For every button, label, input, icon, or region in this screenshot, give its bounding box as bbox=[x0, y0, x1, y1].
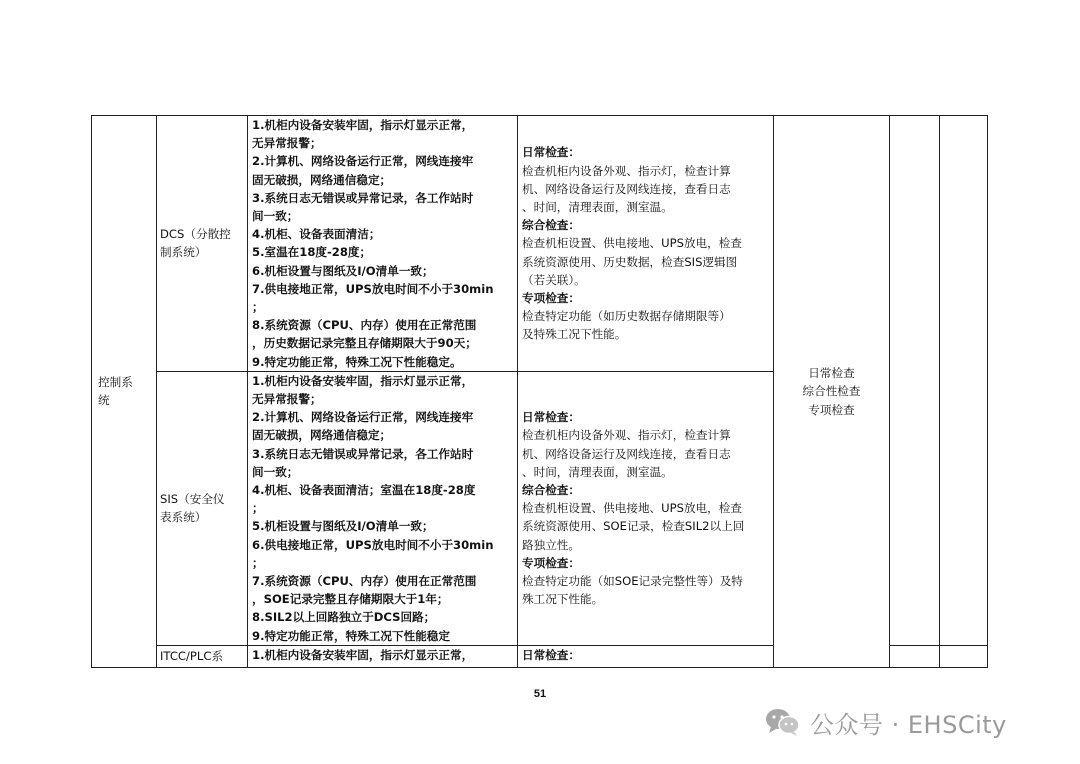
method-line: 机、网络设备运行及网线连接，查看日志 bbox=[522, 181, 731, 196]
requirement-line: ； bbox=[252, 300, 264, 315]
method-line: 系统资源使用、SOE记录，检查SIL2以上回 bbox=[522, 519, 745, 534]
method-line: 检查机柜内设备外观、指示灯，检查计算 bbox=[522, 428, 731, 443]
blank-cell bbox=[940, 645, 988, 667]
requirement-line: 1.机柜内设备安装牢固，指示灯显示正常， bbox=[252, 118, 474, 132]
watermark-text: 公众号 · EHSCity bbox=[810, 710, 1007, 739]
requirement-line: 无异常报警； bbox=[252, 392, 322, 407]
system-name-cell: SIS（安全仪 表系统） bbox=[157, 371, 248, 645]
method-line: （若关联）。 bbox=[522, 272, 586, 287]
requirement-line: ； bbox=[252, 501, 264, 516]
method-heading: 综合检查： bbox=[522, 218, 580, 233]
method-line: 、时间，清理表面，测室温。 bbox=[522, 464, 673, 479]
page-number: 51 bbox=[533, 688, 547, 700]
requirement-line: 7.供电接地正常，UPS放电时间不小于30min bbox=[252, 281, 494, 296]
blank-cell bbox=[890, 116, 940, 646]
requirement-line: 6.供电接地正常，UPS放电时间不小于30min bbox=[252, 537, 494, 552]
category-label: 控制系统 bbox=[98, 375, 133, 408]
method-heading: 专项检查： bbox=[522, 555, 580, 570]
method-line: 路独立性。 bbox=[522, 537, 580, 552]
requirements-cell bbox=[248, 645, 518, 667]
requirement-line: 8.SIL2以上回路独立于DCS回路； bbox=[252, 610, 436, 625]
category-cell bbox=[92, 116, 157, 668]
method-line: 机、网络设备运行及网线连接，查看日志 bbox=[522, 446, 731, 461]
requirement-line: 8.系统资源（CPU、内存）使用在正常范围 bbox=[252, 318, 477, 333]
requirement-line: 4.机柜、设备表面清洁； bbox=[252, 227, 381, 242]
requirement-line: 1.机柜内设备安装牢固，指示灯显示正常， bbox=[252, 647, 474, 662]
blank-cell bbox=[940, 116, 988, 646]
requirement-line: 间一致； bbox=[252, 209, 299, 224]
method-line: 、时间，清理表面，测室温。 bbox=[522, 199, 673, 214]
requirement-line: 固无破损，网络通信稳定； bbox=[252, 428, 392, 443]
check-type-cell: 日常检查 综合性检查 专项检查 bbox=[774, 116, 890, 668]
method-line: 系统资源使用、历史数据，检查SIS逻辑图 bbox=[522, 254, 738, 269]
check-methods-cell bbox=[518, 645, 774, 667]
requirements-cell bbox=[248, 116, 518, 372]
method-heading: 综合检查： bbox=[522, 483, 580, 498]
requirement-line: 间一致； bbox=[252, 464, 299, 479]
requirement-line: 5.室温在18度-28度； bbox=[252, 245, 372, 260]
method-heading: 日常检查： bbox=[522, 410, 580, 425]
requirements-cell bbox=[248, 371, 518, 645]
system-name-cell: ITCC/PLC系 bbox=[157, 645, 248, 667]
method-line: 检查机柜设置、供电接地、UPS放电，检查 bbox=[522, 236, 742, 251]
requirement-line: 3.系统日志无错误或异常记录，各工作站时 bbox=[252, 446, 474, 461]
method-line: 及特殊工况下性能。 bbox=[522, 327, 627, 342]
requirement-line: ； bbox=[252, 555, 264, 570]
requirement-line: 2.计算机、网络设备运行正常，网线连接牢 bbox=[252, 154, 474, 169]
requirement-line: ，历史数据记录完整且存储期限大于90天； bbox=[252, 336, 477, 351]
method-heading: 日常检查： bbox=[522, 647, 580, 662]
requirement-line: 9.特定功能正常，特殊工况下性能稳定。 bbox=[252, 354, 462, 369]
blank-cell bbox=[890, 645, 940, 667]
requirement-line: ，SOE记录完整且存储期限大于1年； bbox=[252, 592, 449, 607]
watermark bbox=[764, 702, 1007, 742]
system-name-cell: DCS（分散控 制系统） bbox=[157, 116, 248, 372]
requirement-line: 固无破损，网络通信稳定； bbox=[252, 172, 392, 187]
method-line: 殊工况下性能。 bbox=[522, 592, 604, 607]
table-row bbox=[92, 116, 988, 372]
method-line: 检查机柜设置、供电接地、UPS放电，检查 bbox=[522, 501, 742, 516]
requirement-line: 7.系统资源（CPU、内存）使用在正常范围 bbox=[252, 574, 477, 589]
requirement-line: 2.计算机、网络设备运行正常，网线连接牢 bbox=[252, 410, 474, 425]
method-line: 检查机柜内设备外观、指示灯，检查计算 bbox=[522, 163, 731, 178]
check-methods-cell bbox=[518, 116, 774, 372]
inspection-table bbox=[91, 115, 988, 668]
requirement-line: 3.系统日志无错误或异常记录，各工作站时 bbox=[252, 190, 474, 205]
requirement-line: 9.特定功能正常，特殊工况下性能稳定 bbox=[252, 628, 450, 643]
method-line: 检查特定功能（如历史数据存储期限等） bbox=[522, 309, 731, 324]
check-methods-cell bbox=[518, 371, 774, 645]
requirement-line: 6.机柜设置与图纸及I/O清单一致； bbox=[252, 263, 434, 278]
wechat-icon bbox=[764, 706, 802, 738]
requirement-line: 1.机柜内设备安装牢固，指示灯显示正常， bbox=[252, 373, 474, 388]
requirement-line: 5.机柜设置与图纸及I/O清单一致； bbox=[252, 519, 434, 534]
method-line: 检查特定功能（如SOE记录完整性等）及特 bbox=[522, 574, 743, 589]
method-heading: 专项检查： bbox=[522, 290, 580, 305]
requirement-line: 无异常报警； bbox=[252, 136, 322, 151]
method-heading: 日常检查： bbox=[522, 145, 580, 160]
requirement-line: 4.机柜、设备表面清洁；室温在18度-28度 bbox=[252, 483, 476, 498]
